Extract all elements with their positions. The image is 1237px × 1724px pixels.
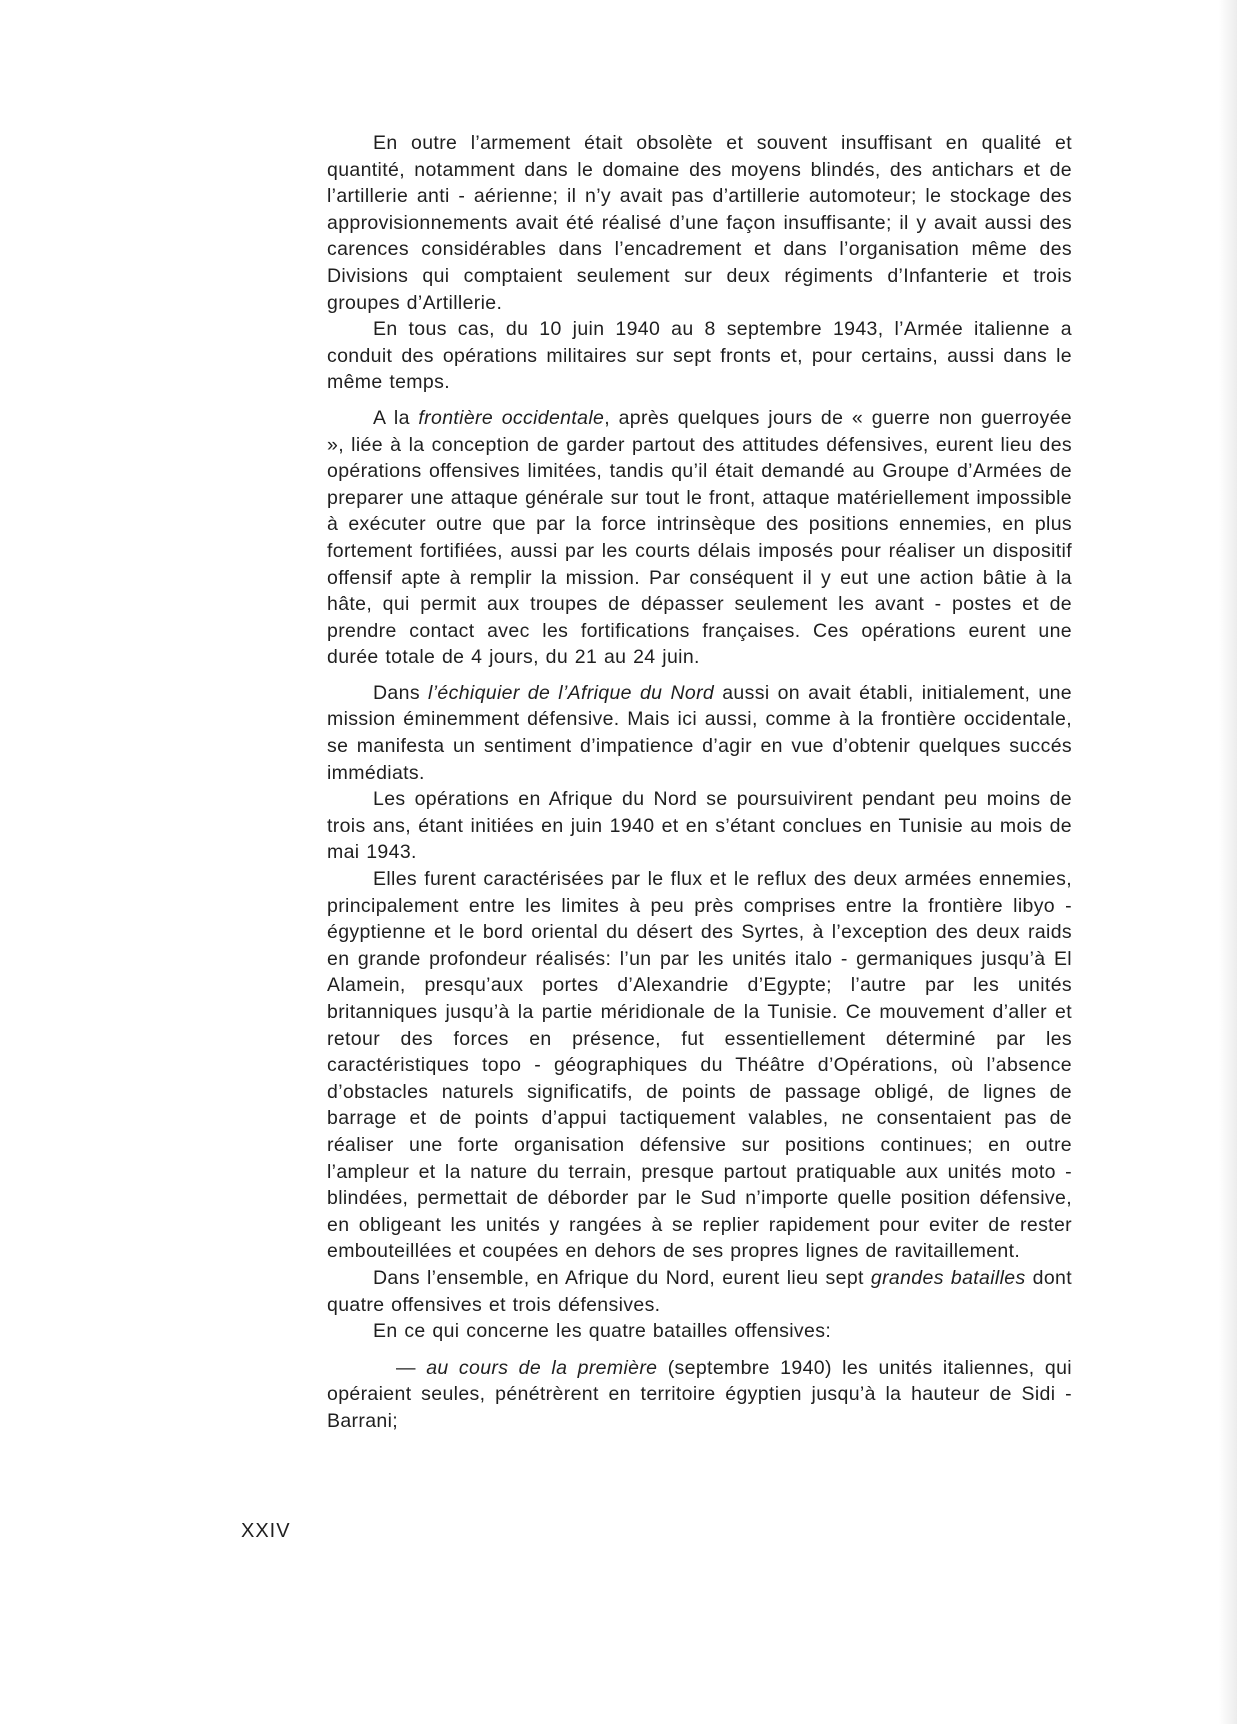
paragraph-text: Dans l’ensemble, en Afrique du Nord, eurent lieu sept	[373, 1266, 871, 1289]
paragraph-text: En ce qui concerne les quatre batailles offensives:	[373, 1320, 832, 1343]
paragraph-offensive-intro	[327, 1318, 1072, 1345]
page-edge-shadow	[1219, 0, 1237, 1724]
paragraph-north-africa-chessboard	[327, 680, 1072, 786]
paragraph-text: Dans	[373, 681, 429, 704]
paragraph-text: dont quatre offensives et trois défensives.	[327, 1266, 1073, 1316]
paragraph-text: A la	[373, 406, 419, 429]
paragraph-text: aussi on avait établi, initialement, une mission éminemment défensive. Mais ici aussi, comme à la frontière occidentale, se manifesta un sentiment d’impatience d’agir en vue d’obtenir quelques succés immédiats.	[327, 681, 1072, 784]
paragraph-emphasis: l’échiquier de l’Afrique du Nord	[428, 681, 715, 704]
paragraph-emphasis: au cours de la première	[426, 1356, 658, 1379]
paragraph-north-africa-duration	[327, 786, 1072, 866]
text-column	[327, 130, 1072, 1435]
paragraph-text: Elles furent caractérisées par le flux et le reflux des deux armées ennemies, principalement entre les limites à peu près comprises entre la frontière libyo - égyptienne et le bord oriental du désert des Syrtes, à l’exception des deux raids en grande profondeur réalisés: l’un par les unités italo - germaniques jusqu’à El Alamein, presqu’aux portes d’Alexandrie d’Egypte; l’autre par les unités britanniques jusqu’à la partie méridionale de la Tunisie. Ce mouvement d’aller et retour des forces en présence, fut essentiellement déterminé par les caractéristiques topo - géographiques du Théâtre d’Opérations, où l’absence d’obstacles naturels significatifs, de points de passage obligé, de lignes de barrage et de points d’appui tactiquement valables, ne consentaient pas de réaliser une forte organisation défensive sur positions continues; en outre l’ampleur et la nature du terrain, presque partout pratiquable aux unités moto - blindées, permettait de déborder par le Sud n’importe quelle position défensive, en obligeant les unités y rangées à se replier rapidement pour eviter de rester embouteillées et coupées en dehors de ses propres lignes de ravitaillement.	[327, 868, 1072, 1263]
paragraph-ebb-and-flow	[327, 866, 1072, 1265]
paragraph-armament	[327, 130, 1072, 316]
paragraph-text: Les opérations en Afrique du Nord se poursuivirent pendant peu moins de trois ans, étant initiées en juin 1940 et en s’étant conclues en Tunisie au mois de mai 1943.	[327, 788, 1072, 864]
paragraph-seven-battles	[327, 1265, 1072, 1318]
page-number: XXIV	[241, 1520, 291, 1542]
paragraph-text: En tous cas, du 10 juin 1940 au 8 septembre 1943, l’Armée italienne a conduit des opérations militaires sur sept fronts et, pour certains, aussi dans le même temps.	[327, 318, 1072, 394]
paragraph-text: En outre l’armement était obsolète et souvent insuffisant en qualité et quantité, notamment dans le domaine des moyens blindés, des antichars et de l’artillerie anti - aérienne; il n’y avait pas d’artillerie automoteur; le stockage des approvisionnements avait été réalisé d’une façon insuffisante; il y avait aussi des carences considérables dans l’encadrement et dans l’organisation même des Divisions qui comptaient seulement sur deux régiments d’Infanterie et trois groupes d’Artillerie.	[327, 132, 1072, 314]
paragraph-emphasis: grandes batailles	[870, 1266, 1026, 1289]
paragraph-text: , après quelques jours de « guerre non guerroyée », liée à la conception de garder partout des attitudes défensives, eurent lieu des opérations offensives limitées, tandis qu’il était demandé au Groupe d’Armées de preparer une attaque générale sur tout le front, attaque matériellement impossible à exécuter outre que par la force intrinsèque des positions ennemies, en plus fortement fortifiées, aussi par les courts délais imposés pour réaliser un dispositif offensif apte à remplir la mission. Par conséquent il y eut une action bâtie à la hâte, qui permit aux troupes de dépasser seulement les avant - postes et de prendre contact avec les fortifications françaises. Ces opérations eurent une durée totale de 4 jours, du 21 au 24 juin.	[327, 406, 1072, 669]
paragraph-seven-fronts	[327, 316, 1072, 396]
paragraph-emphasis: frontière occidentale	[418, 406, 605, 429]
paragraph-western-frontier	[327, 405, 1072, 671]
paragraph-text: —	[396, 1356, 427, 1379]
paragraph-first-battle	[327, 1355, 1072, 1435]
paragraph-text: (septembre 1940) les unités italiennes, qui opéraient seules, pénétrèrent en territoire égyptien jusqu’à la hauteur de Sidi - Barrani;	[327, 1356, 1072, 1432]
